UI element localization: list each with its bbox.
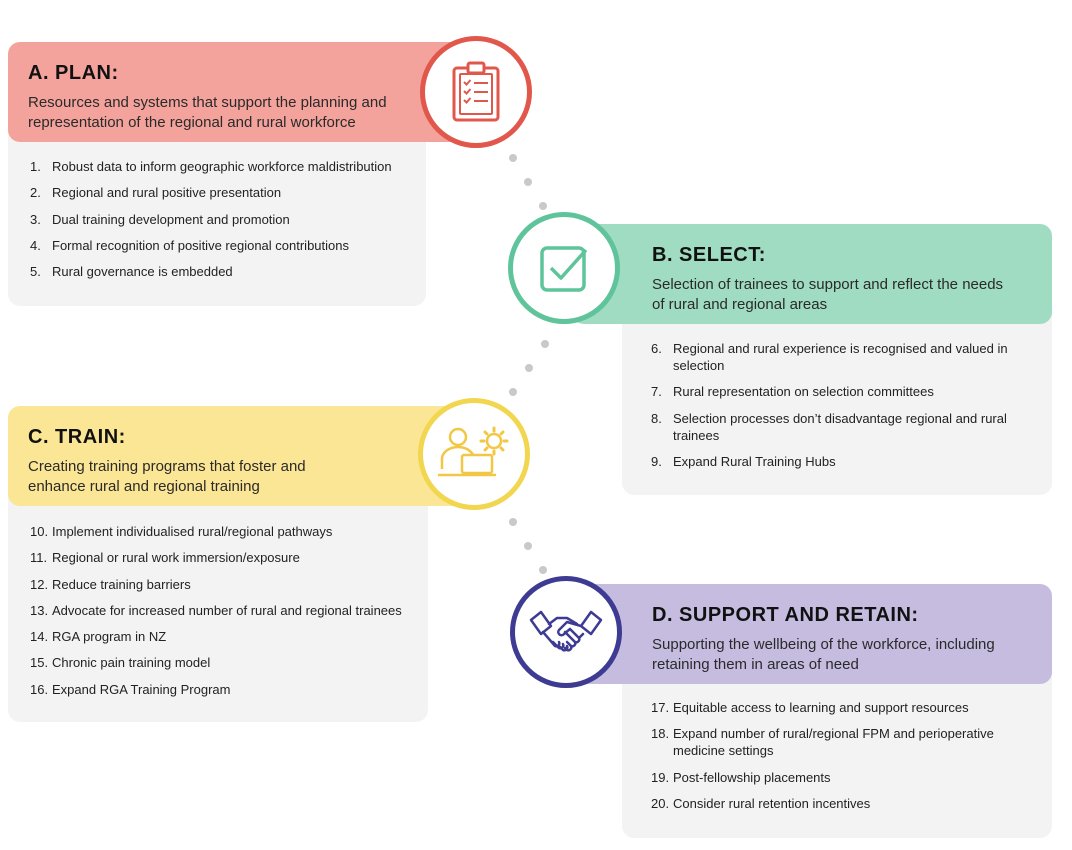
list-item-text: Expand RGA Training Program bbox=[52, 681, 231, 697]
list-item bbox=[651, 410, 1031, 444]
connector-dot bbox=[509, 388, 517, 396]
support-icon-circle bbox=[510, 576, 622, 688]
list-item-number: 13. bbox=[30, 602, 49, 618]
train-title: C. TRAIN: bbox=[28, 426, 126, 448]
list-item-text: Regional and rural experience is recognised and valued in selection bbox=[673, 341, 1008, 373]
train-list bbox=[30, 523, 420, 707]
list-item bbox=[30, 237, 420, 254]
list-item-number: 12. bbox=[30, 576, 49, 592]
list-item-number: 1. bbox=[30, 159, 41, 174]
list-item-number: 7. bbox=[651, 384, 662, 400]
connector-dot bbox=[509, 154, 517, 162]
list-item-number: 3. bbox=[30, 211, 41, 227]
list-item-text: Regional or rural work immersion/exposure bbox=[52, 550, 300, 566]
select-list bbox=[651, 340, 1031, 479]
list-item-number: 19. bbox=[651, 769, 670, 785]
list-item bbox=[30, 681, 420, 698]
select-description: Selection of trainees to support and reflect the needs of rural and regional areas bbox=[652, 276, 1004, 313]
list-item bbox=[30, 628, 420, 645]
list-item bbox=[30, 184, 420, 201]
train-description: Creating training programs that foster and enhance rural and regional training bbox=[28, 458, 306, 495]
list-item-text: Selection processes don’t disadvantage regional and rural trainees bbox=[673, 410, 1007, 443]
connector-dot bbox=[509, 518, 517, 526]
list-item bbox=[30, 263, 420, 280]
select-header bbox=[572, 224, 1052, 324]
list-item bbox=[651, 699, 1041, 716]
plan-description: Resources and systems that support the planning and representation of the regional and rural workforce bbox=[28, 94, 387, 131]
plan-list bbox=[30, 158, 420, 289]
list-item-text: Rural governance is embedded bbox=[52, 264, 233, 280]
list-item-number: 14. bbox=[30, 629, 49, 645]
list-item-text: Expand Rural Training Hubs bbox=[673, 453, 836, 469]
list-item-number: 5. bbox=[30, 264, 41, 280]
list-item bbox=[30, 549, 420, 566]
connector-dot bbox=[539, 566, 547, 574]
list-item-number: 4. bbox=[30, 237, 41, 253]
list-item-text: Advocate for increased number of rural and regional trainees bbox=[52, 602, 402, 618]
list-item-number: 15. bbox=[30, 655, 49, 671]
list-item bbox=[30, 158, 420, 175]
list-item-number: 8. bbox=[651, 410, 662, 426]
list-item-number: 17. bbox=[651, 700, 670, 715]
list-item bbox=[651, 795, 1041, 812]
select-icon-circle bbox=[508, 212, 620, 324]
plan-title: A. PLAN: bbox=[28, 62, 119, 84]
list-item-number: 11. bbox=[30, 550, 48, 566]
connector-dot bbox=[539, 202, 547, 210]
checkbox-icon bbox=[534, 238, 594, 298]
handshake-icon bbox=[529, 602, 603, 662]
list-item bbox=[651, 453, 1031, 470]
support-header bbox=[572, 584, 1052, 684]
list-item bbox=[30, 211, 420, 228]
plan-header bbox=[8, 42, 478, 142]
train-icon-circle bbox=[418, 398, 530, 510]
list-item bbox=[651, 769, 1041, 786]
clipboard-checklist-icon bbox=[446, 60, 506, 124]
list-item bbox=[651, 340, 1031, 374]
select-title: B. SELECT: bbox=[652, 244, 766, 266]
list-item-text: Equitable access to learning and support resources bbox=[673, 700, 969, 715]
connector-dot bbox=[525, 364, 533, 372]
list-item-text: Chronic pain training model bbox=[52, 655, 211, 671]
list-item-number: 2. bbox=[30, 185, 41, 201]
connector-dot bbox=[541, 340, 549, 348]
list-item-number: 16. bbox=[30, 681, 49, 697]
list-item-text: Implement individualised rural/regional pathways bbox=[52, 524, 333, 539]
list-item-number: 6. bbox=[651, 341, 662, 356]
connector-dot bbox=[524, 542, 532, 550]
list-item-number: 10. bbox=[30, 524, 49, 539]
list-item bbox=[651, 383, 1031, 400]
support-title: D. SUPPORT AND RETAIN: bbox=[652, 604, 919, 626]
list-item bbox=[651, 725, 1041, 759]
connector-dot bbox=[524, 178, 532, 186]
list-item bbox=[30, 602, 420, 619]
train-header bbox=[8, 406, 478, 506]
list-item-text: Reduce training barriers bbox=[52, 576, 191, 592]
plan-icon-circle bbox=[420, 36, 532, 148]
list-item bbox=[30, 523, 420, 540]
list-item-number: 20. bbox=[651, 795, 670, 811]
support-description: Supporting the wellbeing of the workforce, including retaining them in areas of need bbox=[652, 636, 995, 673]
list-item-text: Rural representation on selection committees bbox=[673, 384, 934, 400]
list-item bbox=[30, 576, 420, 593]
list-item-number: 9. bbox=[651, 453, 662, 469]
list-item-text: Expand number of rural/regional FPM and perioperative medicine settings bbox=[673, 726, 994, 759]
list-item-text: Consider rural retention incentives bbox=[673, 795, 871, 811]
list-item-text: Robust data to inform geographic workforce maldistribution bbox=[52, 159, 392, 174]
list-item-text: RGA program in NZ bbox=[52, 629, 167, 645]
list-item bbox=[30, 654, 420, 671]
person-laptop-gear-icon bbox=[436, 423, 512, 485]
list-item-text: Formal recognition of positive regional contributions bbox=[52, 237, 349, 253]
list-item-text: Dual training development and promotion bbox=[52, 211, 290, 227]
list-item-text: Post-fellowship placements bbox=[673, 769, 831, 785]
support-list bbox=[651, 699, 1041, 821]
list-item-number: 18. bbox=[651, 726, 670, 742]
list-item-text: Regional and rural positive presentation bbox=[52, 185, 282, 201]
